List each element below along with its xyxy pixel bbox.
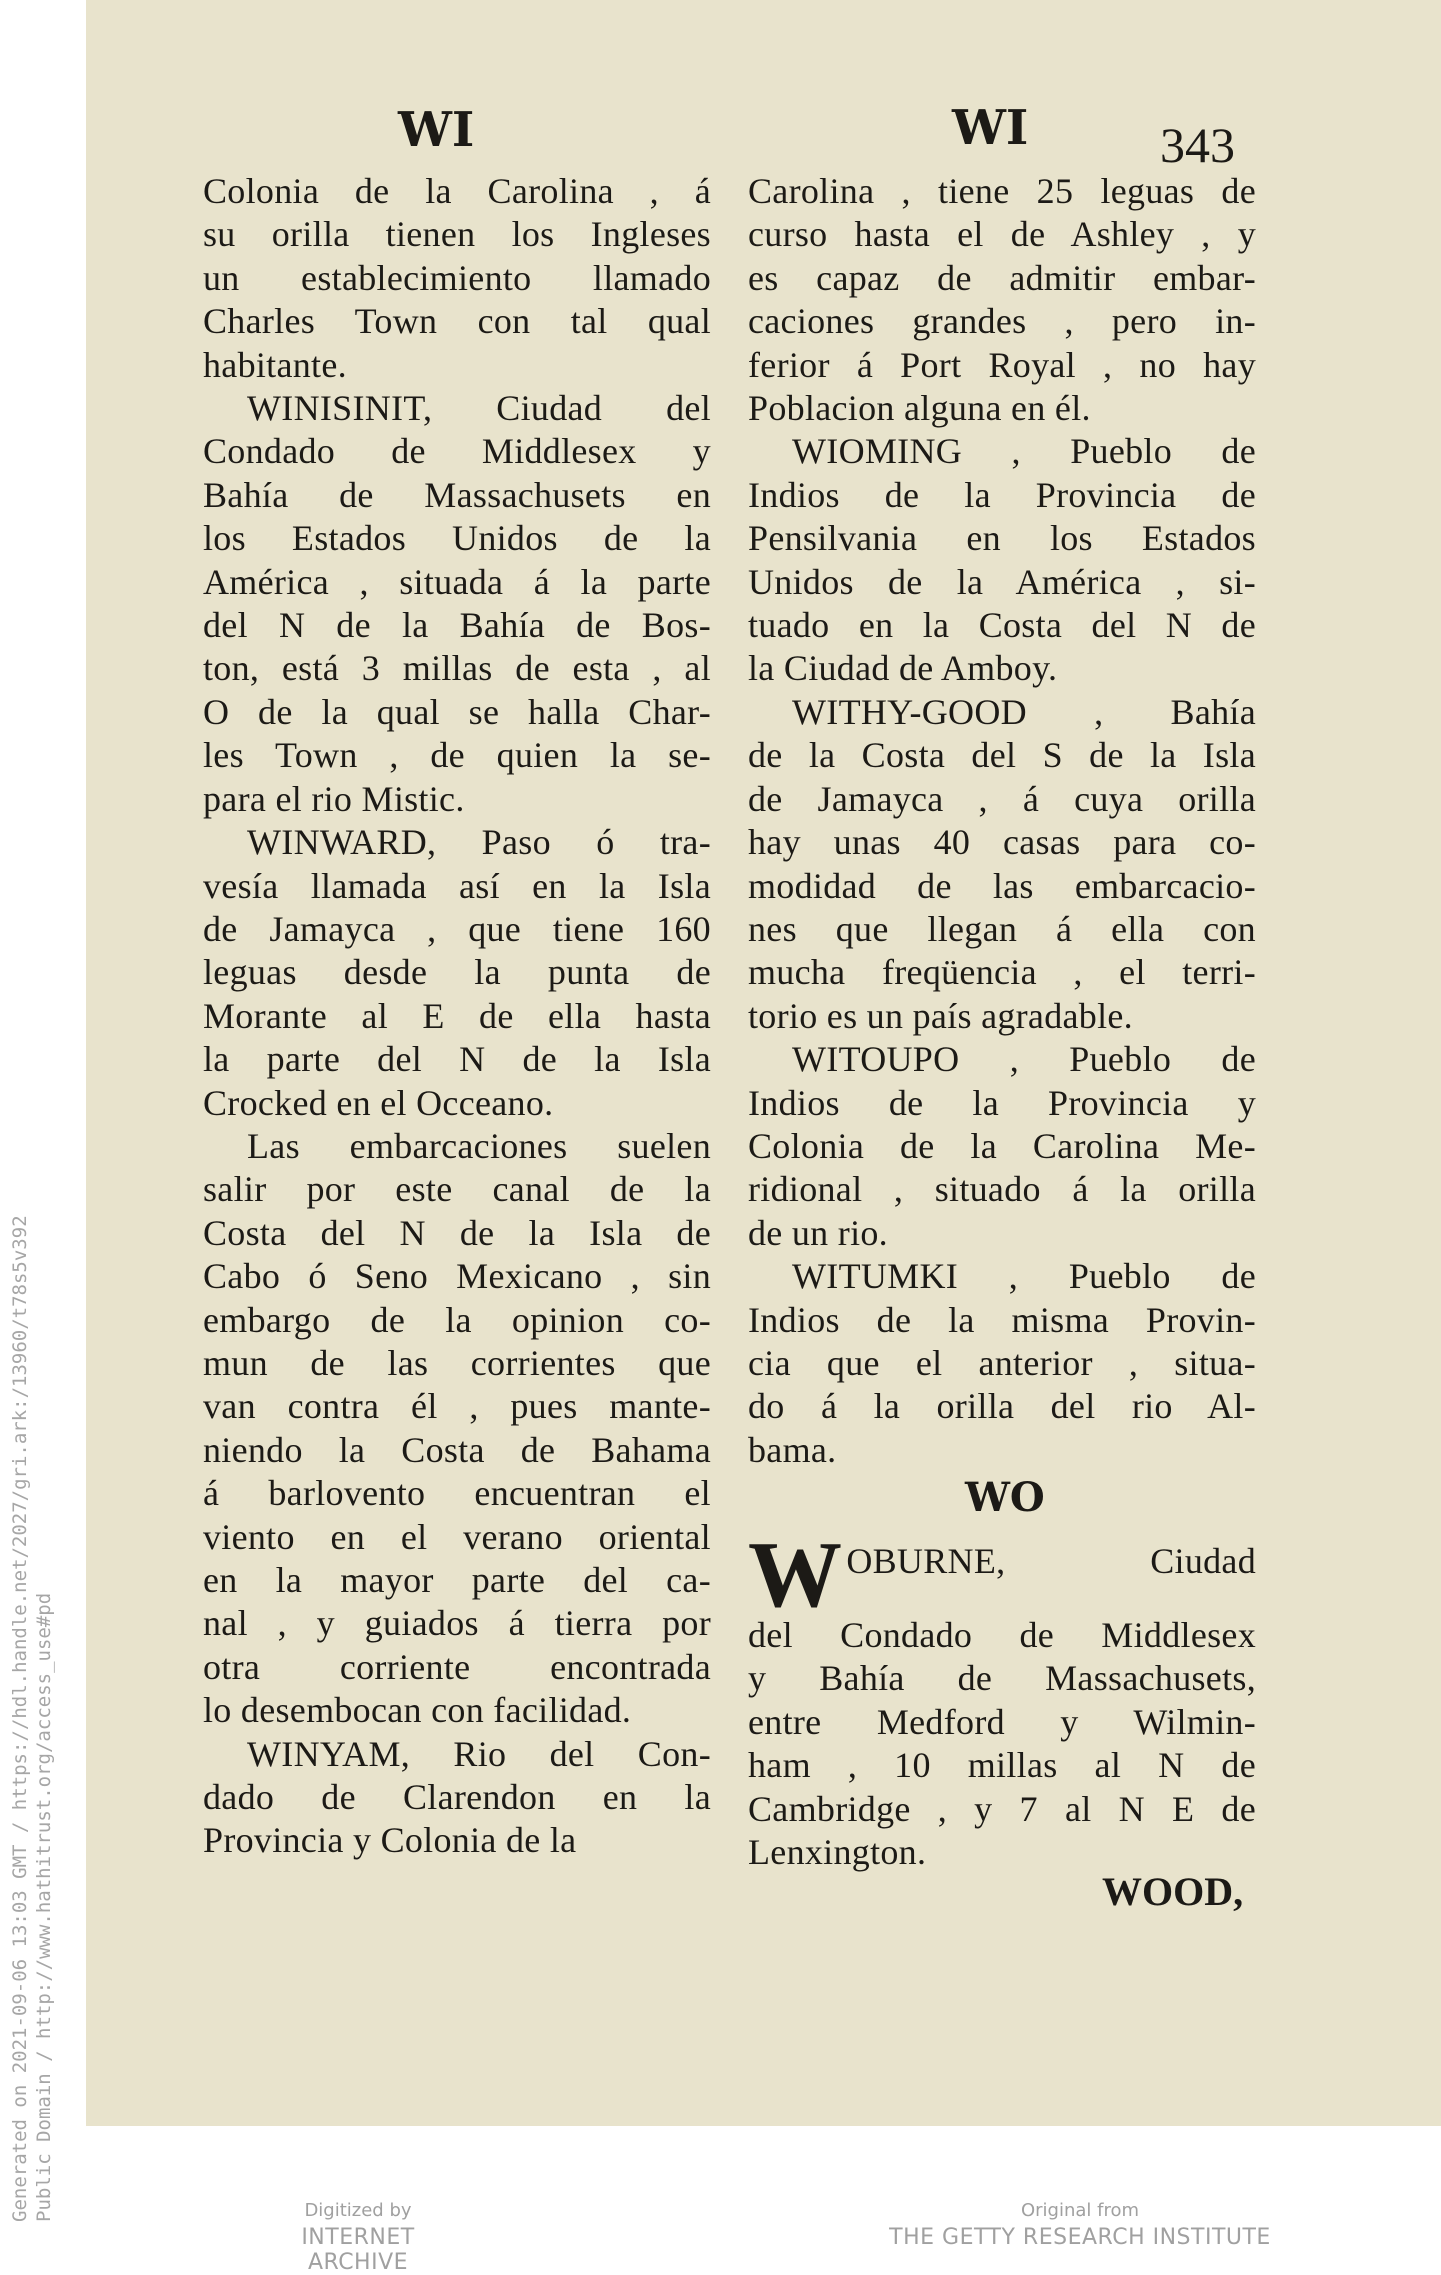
text-line: á barlovento encuentran el [203,1473,711,1514]
text-line: Carolina , tiene 25 leguas de [748,171,1256,211]
text-line: niendo la Costa de Bahama [203,1429,711,1470]
text-line: les Town , de quien la se- [203,735,711,776]
text-line: Las embarcaciones suelen [247,1125,711,1166]
text-line: Colonia de la Carolina , á [203,171,711,211]
footer-original-label: Original from [1020,2200,1140,2221]
running-head-left: WI [398,102,475,158]
text-line: de Jamayca , que tiene 160 [203,908,711,949]
text-line: WIOMING , Pueblo de [792,431,1256,472]
text-line: Indios de la Provincia y [748,1082,1256,1123]
text-line: caciones grandes , pero in- [748,301,1256,342]
text-line: Colonia de la Carolina Me- [748,1125,1256,1166]
text-line: tuado en la Costa del N de [748,605,1256,646]
woburne-first-line: OBURNE, Ciudad [846,1541,1256,1581]
text-line: curso hasta el de Ashley , y [748,214,1256,255]
text-line: en la mayor parte del ca- [203,1560,711,1600]
text-line: Poblacion alguna en él. [748,388,1091,429]
footer-getty: THE GETTY RESEARCH INSTITUTE [889,2225,1271,2250]
text-line: hay unas 40 casas para co- [748,822,1256,863]
text-line: mucha freqüencia , el terri- [748,952,1256,993]
text-line: van contra él , pues mante- [203,1386,711,1427]
text-line: WINYAM, Rio del Con- [247,1733,711,1774]
text-line: O de la qual se halla Char- [203,691,711,732]
text-line: bama. [748,1429,837,1470]
text-line: do á la orilla del rio Al- [748,1386,1256,1427]
section-heading: WO [965,1474,1045,1521]
text-line: WITHY-GOOD , Bahía [792,691,1256,732]
text-line: viento en el verano oriental [203,1516,711,1557]
text-line: Unidos de la América , si- [748,561,1256,602]
text-line: Pensilvania en los Estados [748,518,1256,559]
text-line: la Ciudad de Amboy. [748,648,1058,689]
text-line: es capaz de admitir embar- [748,257,1256,298]
text-line: Bahía de Massachusets en [203,474,711,515]
text-line: nal , y guiados á tierra por [203,1603,711,1644]
text-line: cia que el anterior , situa- [748,1342,1256,1383]
page-number: 343 [1160,117,1235,173]
text-line: un establecimiento llamado [203,257,711,298]
text-line: Morante al E de ella hasta [203,995,711,1036]
text-line: mun de las corrientes que [203,1342,711,1383]
text-line: Costa del N de la Isla de [203,1212,711,1253]
text-line: torio es un país agradable. [748,995,1133,1036]
text-line: la parte del N de la Isla [203,1039,711,1080]
text-line: ton, está 3 millas de esta , al [203,648,711,689]
catchword: WOOD, [1102,1869,1244,1914]
text-line: su orilla tienen los Ingleses [203,214,711,255]
text-line: Indios de la misma Provin- [748,1299,1256,1340]
text-line: del N de la Bahía de Bos- [203,605,711,646]
text-line: Crocked en el Occeano. [203,1082,554,1123]
text-line: ferior á Port Royal , no hay [748,344,1256,385]
text-line: WINISINIT, Ciudad del [247,388,711,429]
text-line: de un rio. [748,1212,888,1253]
text-line: salir por este canal de la [203,1169,711,1210]
text-line: otra corriente encontrada [203,1646,711,1687]
text-line: Cabo ó Seno Mexicano , sin [203,1256,711,1297]
text-line: Lenxington. [748,1832,927,1873]
text-line: dado de Clarendon en la [203,1777,711,1818]
text-line: modidad de las embarcacio- [748,865,1256,906]
text-line: lo desembocan con facilidad. [203,1690,632,1731]
drop-cap: W [748,1523,843,1627]
text-line: ham , 10 millas al N de [748,1745,1256,1786]
left-column [203,170,711,1863]
text-line: Indios de la Provincia de [748,474,1256,515]
text-line: los Estados Unidos de la [203,518,711,559]
text-line: WINWARD, Paso ó tra- [247,822,711,863]
text-line: Cambridge , y 7 al N E de [748,1788,1256,1829]
hathitrust-watermark [8,1215,56,2222]
footer-internet-archive: INTERNET ARCHIVE [301,2225,415,2275]
woburne-entry [748,1523,1256,1874]
text-line: habitante. [203,344,347,385]
text-line: leguas desde la punta de [203,952,711,993]
running-head-right: WI [952,100,1029,156]
text-line: Provincia y Colonia de la [203,1820,577,1861]
text-line: de Jamayca , á cuya orilla [748,778,1256,819]
text-line: Condado de Middlesex y [203,431,711,472]
woburne-lines [748,1614,1256,1874]
text-line: nes que llegan á ella con [748,908,1256,949]
watermark-line-2: Public Domain / http://www.hathitrust.org/access_use#pd [33,1592,55,2222]
right-column [748,170,1256,1472]
text-line: América , situada á la parte [203,561,711,602]
text-line: WITOUPO , Pueblo de [792,1039,1256,1080]
text-line: Charles Town con tal qual [203,301,711,342]
text-line: WITUMKI , Pueblo de [792,1256,1256,1297]
text-line: para el rio Mistic. [203,778,465,819]
text-line: entre Medford y Wilmin- [748,1701,1256,1742]
text-line: embargo de la opinion co- [203,1299,711,1340]
text-line: ridional , situado á la orilla [748,1169,1256,1210]
watermark-line-1: Generated on 2021-09-06 13:03 GMT / https://hdl.handle.net/2027/gri.ark:/13960/t78s5v392 [9,1215,31,2222]
text-line: y Bahía de Massachusets, [748,1658,1256,1699]
footer-digitized-by [248,2200,468,2275]
text-line: del Condado de Middlesex [748,1615,1256,1655]
text-line: vesía llamada así en la Isla [203,865,711,906]
footer-digitized-label: Digitized by [304,2200,412,2221]
footer-original-from [880,2200,1280,2250]
text-line: de la Costa del S de la Isla [748,735,1256,776]
